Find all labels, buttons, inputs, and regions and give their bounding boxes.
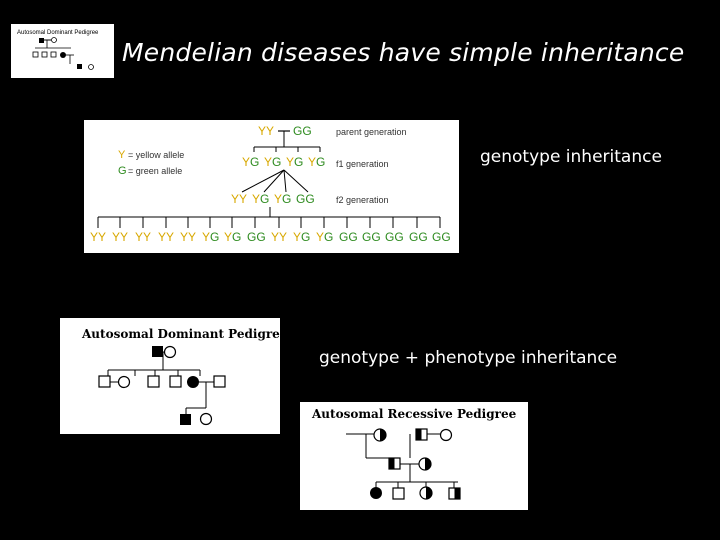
rec-gen3-affected-female bbox=[370, 487, 382, 499]
legend-g-letter: G bbox=[118, 165, 127, 177]
f1-genotype-4 bbox=[308, 155, 325, 169]
caption-genotype: genotype inheritance bbox=[480, 147, 662, 167]
svg-text:G: G bbox=[232, 230, 242, 244]
thumbnail-child-1 bbox=[33, 52, 38, 57]
svg-text:Y: Y bbox=[274, 192, 283, 206]
genotype-diagram bbox=[84, 120, 459, 253]
rec-gen3-carrier-female bbox=[420, 487, 432, 499]
thumbnail-child-3 bbox=[51, 52, 56, 57]
svg-text:Y: Y bbox=[308, 155, 317, 169]
f3-genotype-4: YY bbox=[158, 230, 175, 244]
genotype-diagram-svg bbox=[84, 120, 459, 253]
f2-fan-4 bbox=[284, 170, 308, 192]
svg-text:Y: Y bbox=[242, 155, 251, 169]
dom-gen1-female bbox=[165, 347, 176, 358]
label-f1-generation: f1 generation bbox=[336, 159, 389, 169]
svg-text:G: G bbox=[260, 192, 270, 206]
thumbnail-female bbox=[52, 38, 57, 43]
f3-genotype-13: GG bbox=[362, 230, 381, 244]
svg-text:G: G bbox=[301, 230, 311, 244]
rec-gen3-male bbox=[393, 488, 404, 499]
thumbnail-child-4 bbox=[60, 52, 66, 58]
legend-y-letter: Y bbox=[118, 149, 126, 161]
rec-gen1-carrier-male bbox=[416, 429, 427, 440]
f2-genotype-2 bbox=[252, 192, 269, 206]
f1-genotype-3 bbox=[286, 155, 303, 169]
dom-gen2-child-2 bbox=[148, 376, 159, 387]
svg-text:G: G bbox=[316, 155, 326, 169]
rec-gen1-female bbox=[441, 430, 452, 441]
recessive-pedigree-title: Autosomal Recessive Pedigree bbox=[312, 407, 517, 421]
f3-genotype-6 bbox=[202, 230, 219, 244]
f2-genotype-4: GG bbox=[296, 192, 315, 206]
label-f2-generation: f2 generation bbox=[336, 195, 389, 205]
recessive-pedigree-svg bbox=[300, 402, 528, 510]
svg-text:G: G bbox=[210, 230, 220, 244]
f1-genotype-2 bbox=[264, 155, 281, 169]
svg-text:G: G bbox=[272, 155, 282, 169]
legend-y-text: = yellow allele bbox=[128, 150, 185, 160]
svg-text:Y: Y bbox=[286, 155, 295, 169]
dom-gen3-child-affected bbox=[180, 414, 191, 425]
thumbnail-child-2 bbox=[42, 52, 47, 57]
f3-genotype-9: YY bbox=[271, 230, 288, 244]
f2-fan-3 bbox=[284, 170, 286, 192]
f1-genotype-1 bbox=[242, 155, 259, 169]
dom-gen2-spouse-1 bbox=[119, 377, 130, 388]
f3-genotype-14: GG bbox=[385, 230, 404, 244]
label-parent-generation: parent generation bbox=[336, 127, 407, 137]
f3-genotype-1: YY bbox=[90, 230, 107, 244]
slide-title: Mendelian diseases have simple inheritance bbox=[122, 38, 685, 67]
dom-gen2-spouse-2 bbox=[214, 376, 225, 387]
f3-genotype-16: GG bbox=[432, 230, 451, 244]
svg-text:Y: Y bbox=[316, 230, 325, 244]
svg-text:Y: Y bbox=[293, 230, 302, 244]
f2-fan-1 bbox=[242, 170, 284, 192]
dominant-pedigree-title: Autosomal Dominant Pedigree bbox=[82, 327, 280, 341]
dom-gen1-male-affected bbox=[152, 346, 163, 357]
rec-gen3-carrier-male bbox=[449, 488, 460, 499]
svg-text:G: G bbox=[324, 230, 334, 244]
svg-text:Y: Y bbox=[252, 192, 261, 206]
rec-gen1-carrier-female bbox=[374, 429, 386, 441]
f2-genotype-3 bbox=[274, 192, 291, 206]
f2-fan-2 bbox=[264, 170, 284, 192]
thumbnail-male-affected bbox=[39, 38, 44, 43]
thumbnail-grandchild-1 bbox=[77, 64, 82, 69]
svg-text:G: G bbox=[282, 192, 292, 206]
f3-genotype-8: GG bbox=[247, 230, 266, 244]
svg-text:Y: Y bbox=[264, 155, 273, 169]
f3-genotype-7 bbox=[224, 230, 241, 244]
dominant-pedigree bbox=[60, 318, 280, 434]
f3-genotype-15: GG bbox=[409, 230, 428, 244]
parent-yy: YY bbox=[258, 124, 275, 138]
svg-text:Y: Y bbox=[224, 230, 233, 244]
svg-text:Y: Y bbox=[202, 230, 211, 244]
rec-gen2-carrier-female bbox=[419, 458, 431, 470]
thumbnail-pedigree bbox=[11, 24, 114, 78]
f3-genotype-5: YY bbox=[180, 230, 197, 244]
f3-genotype-12: GG bbox=[339, 230, 358, 244]
f3-drops bbox=[98, 217, 440, 228]
thumbnail-title: Autosomal Dominant Pedigree bbox=[17, 30, 99, 36]
caption-phenotype: genotype + phenotype inheritance bbox=[319, 348, 618, 368]
f2-genotype-1: YY bbox=[231, 192, 248, 206]
dom-gen2-child-1 bbox=[99, 376, 110, 387]
svg-text:G: G bbox=[250, 155, 260, 169]
dominant-pedigree-svg bbox=[60, 318, 280, 434]
f3-genotype-11 bbox=[316, 230, 333, 244]
f3-genotype-2: YY bbox=[112, 230, 129, 244]
f3-genotype-10 bbox=[293, 230, 310, 244]
parent-gg: GG bbox=[293, 124, 312, 138]
thumbnail-pedigree-svg bbox=[11, 24, 114, 78]
dom-gen2-child-4-affected bbox=[187, 376, 199, 388]
recessive-pedigree bbox=[300, 402, 528, 510]
thumbnail-grandchild-2 bbox=[89, 65, 94, 70]
f3-genotype-3: YY bbox=[135, 230, 152, 244]
dom-gen3-child-female bbox=[201, 414, 212, 425]
rec-gen2-carrier-male bbox=[389, 458, 400, 469]
svg-text:G: G bbox=[294, 155, 304, 169]
legend-g-text: = green allele bbox=[128, 166, 183, 176]
dom-gen2-child-3 bbox=[170, 376, 181, 387]
